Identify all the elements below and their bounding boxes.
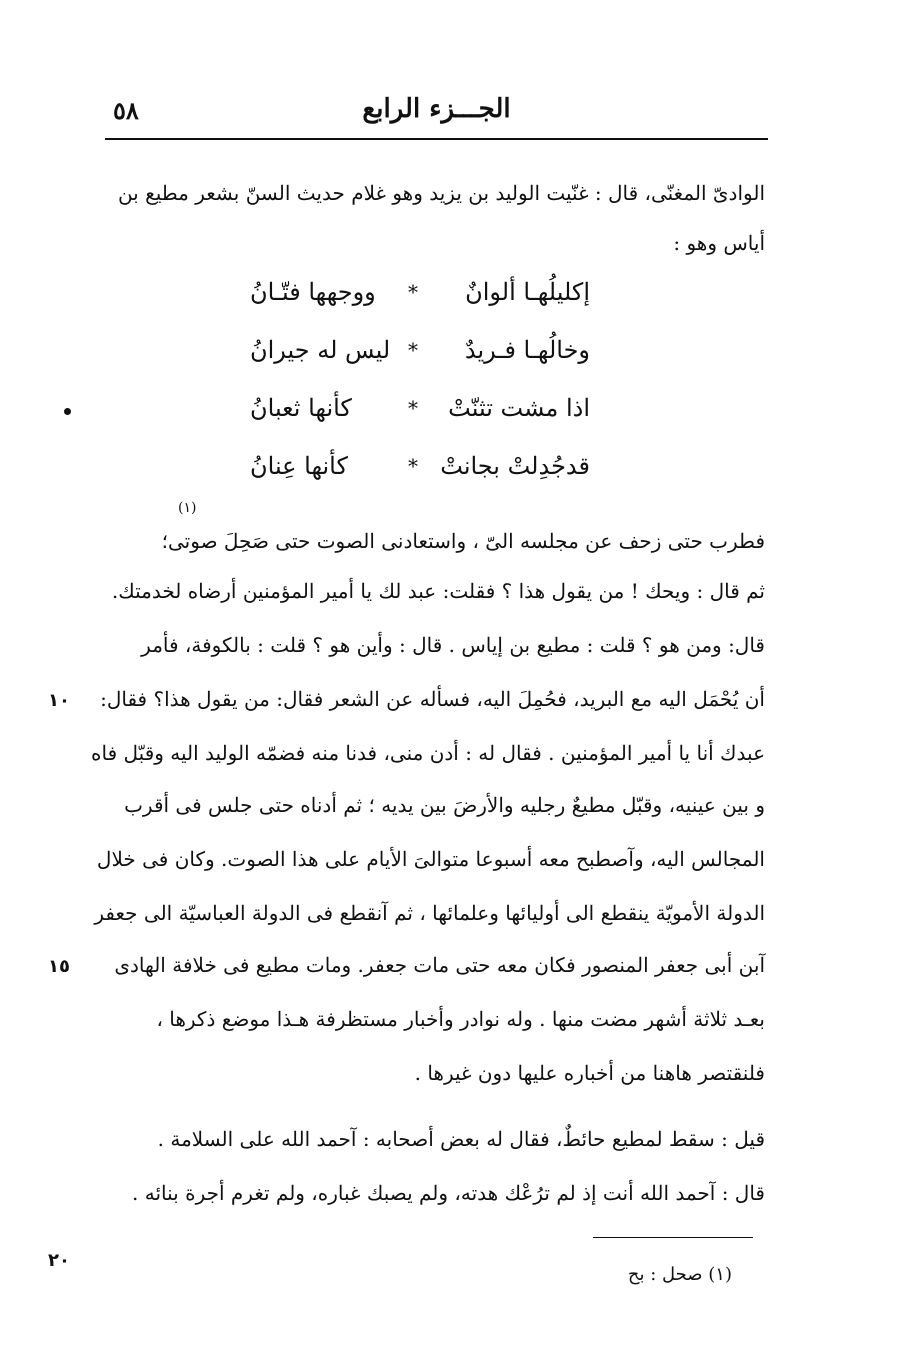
text-line: ثم قال : ويحك ! من يقول هذا ؟ فقلت: عبد لك يا أمير المؤمنين أرضاه لخدمتك. — [111, 579, 765, 603]
text-line: أياس وهو : — [673, 231, 765, 255]
margin-line-number: ١٥ — [48, 956, 70, 977]
verse-line — [250, 336, 590, 370]
paragraph-main — [91, 528, 765, 1088]
text-line: آبن أبى جعفر المنصور فكان معه حتى مات جعفر. ومات مطيع فى خلافة الهادى — [114, 953, 765, 977]
verse-separator: * — [408, 396, 418, 420]
verse-line — [250, 278, 590, 312]
margin-line-number: ١٠ — [48, 690, 70, 711]
footnote-rule — [593, 1237, 753, 1238]
header-rule — [105, 138, 768, 140]
verse-separator: * — [408, 280, 418, 304]
verse-hemistich-first: اذا مشت تثنّتْ — [448, 394, 590, 422]
verse-separator: * — [408, 454, 418, 478]
text-line: عبدك أنا يا أمير المؤمنين . فقال له : أدن منى، فدنا منه فضمّه الوليد اليه وقبّل فاه — [91, 741, 765, 765]
paragraph-anecdote — [100, 1126, 765, 1206]
text-line: قيل : سقط لمطيع حائطٌ، فقال له بعض أصحابه : آحمد الله على السلامة . — [157, 1127, 765, 1151]
text-line: فلنقتصر هاهنا من أخباره عليها دون غيرها . — [414, 1061, 765, 1085]
paragraph-intro — [100, 180, 765, 260]
footnote-marker: (١) — [178, 500, 197, 516]
verse-hemistich-first: وخالُهـا فـريدٌ — [464, 336, 590, 364]
verse-line — [250, 452, 590, 486]
margin-dot — [64, 408, 71, 415]
text-line: المجالس اليه، وآصطبح معه أسبوعا متوالىَ الأيام على هذا الصوت. وكان فى خلال — [96, 847, 765, 871]
page-number: ٥٨ — [113, 96, 139, 125]
verse-hemistich-first: قدجُدِلتْ بجانتْ — [440, 452, 590, 480]
text-line: فطرب حتى زحف عن مجلسه الىّ ، واستعادنى الصوت حتى صَحِلَ صوتى؛ — [161, 529, 765, 553]
text-line: و بين عينيه، وقبّل مطيعٌ رجليه والأرضَ بين يديه ؛ ثم أدناه حتى جلس فى أقرب — [124, 793, 765, 817]
verse-hemistich-second: ووجهها فتّـانُ — [250, 278, 376, 306]
verse-hemistich-second: كأنها عِنانُ — [250, 452, 348, 480]
page-header — [105, 92, 768, 140]
text-line: الوادىّ المغنّى، قال : غنّيت الوليد بن يزيد وهو غلام حديث السنّ بشعر مطيع بن — [117, 181, 765, 205]
verse-separator: * — [408, 338, 418, 362]
running-head: الجـــزء الرابع — [362, 94, 511, 124]
verse-hemistich-first: إكليلُهـا ألوانٌ — [465, 278, 590, 306]
text-line: الدولة الأمويّة ينقطع الى أوليائها وعلمائها ، ثم آنقطع فى الدولة العباسيّة الى جعفر — [94, 901, 765, 925]
verse-hemistich-second: كأنها ثعبانُ — [250, 394, 352, 422]
verse-line — [250, 394, 590, 428]
footnote: (١) صحل : بح — [627, 1264, 732, 1285]
margin-line-number: ٢٠ — [48, 1250, 70, 1271]
text-line: أن يُحْمَل اليه مع البريد، فحُمِلَ اليه، فسأله عن الشعر فقال: من يقول هذا؟ فقال: — [100, 687, 765, 711]
verse-hemistich-second: ليس له جيرانُ — [250, 336, 391, 364]
text-line: بعـد ثلاثة أشهر مضت منها . وله نوادر وأخبار مستظرفة هـذا موضع ذكرها ، — [156, 1007, 765, 1031]
text-line: قال: ومن هو ؟ قلت : مطيع بن إياس . قال : وأين هو ؟ قلت : بالكوفة، فأمر — [141, 633, 765, 657]
text-line: قال : آحمد الله أنت إذ لم ترُعْك هدته، ولم يصبك غباره، ولم تغرم أجرة بنائه . — [132, 1181, 765, 1205]
